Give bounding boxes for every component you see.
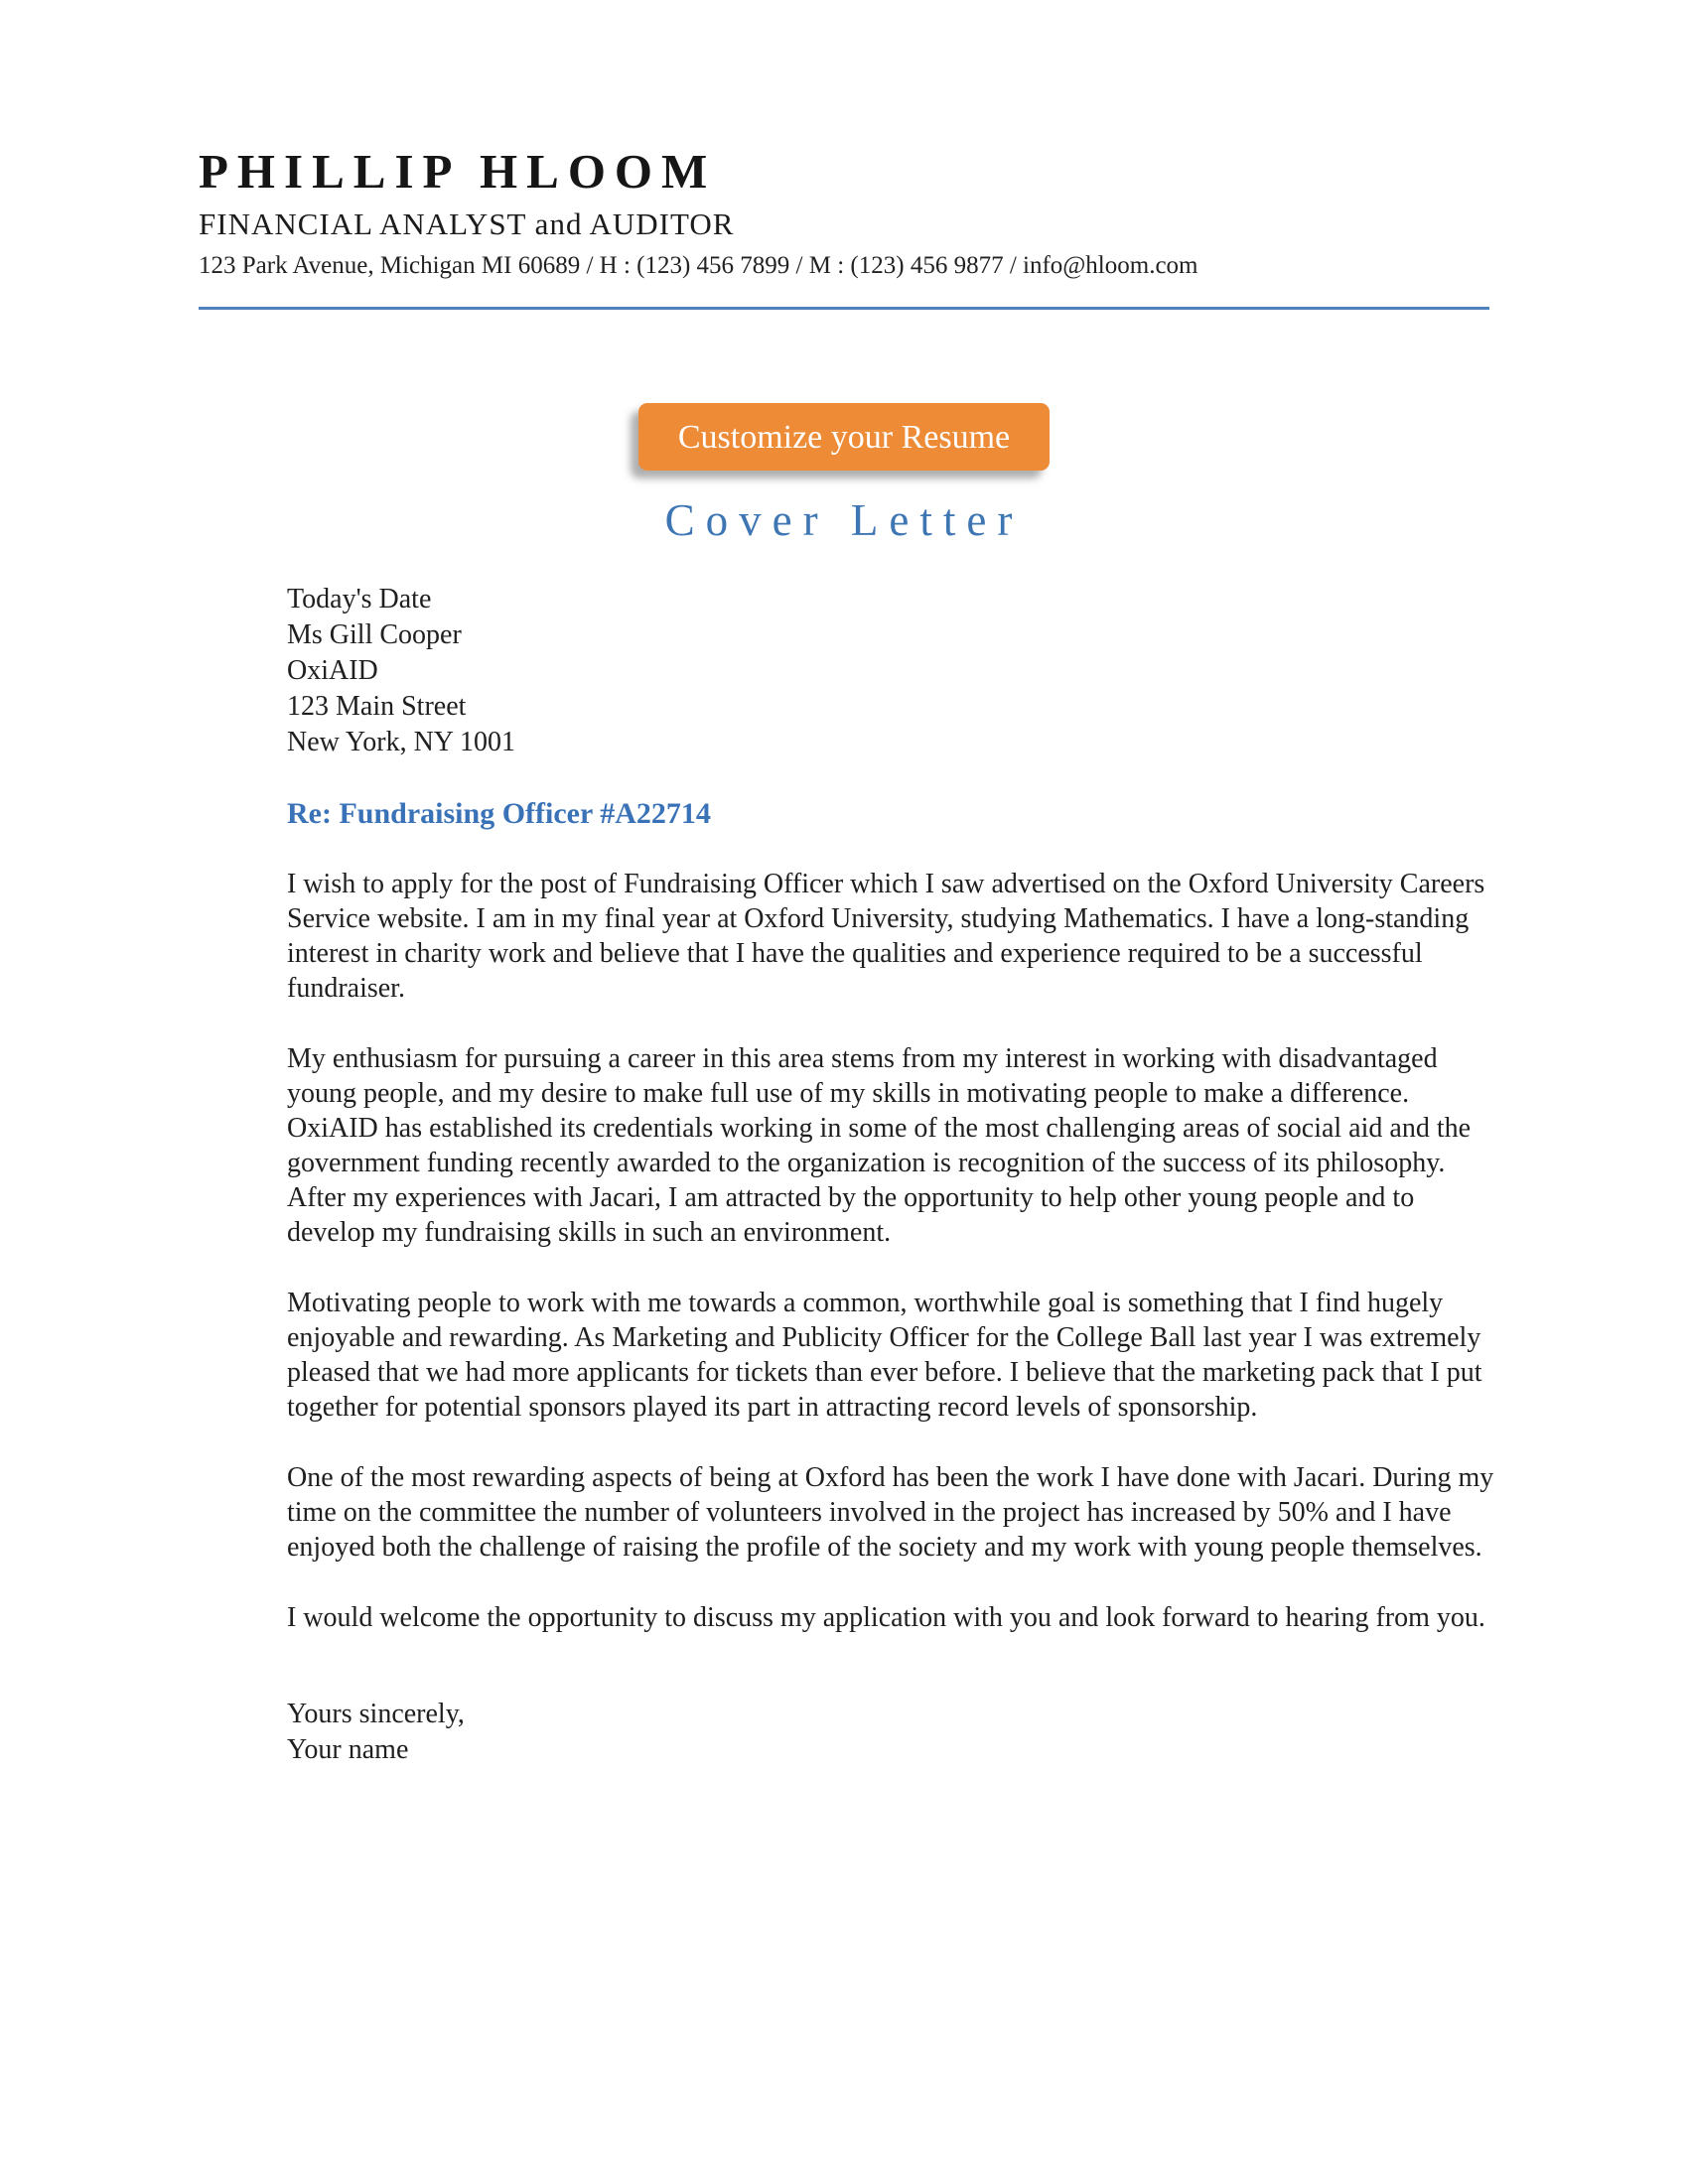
letter-body <box>287 582 1494 1768</box>
paragraph-4: One of the most rewarding aspects of being at Oxford has been the work I have done with Jacari. During my time on the committee the number of volunteers involved in the project has increased by 50% and I have enjoyed both the challenge of raising the profile of the society and my work with young people themselves. <box>287 1462 1494 1563</box>
closing-signature: Your name <box>287 1734 409 1765</box>
candidate-role: FINANCIAL ANALYST and AUDITOR <box>199 205 735 241</box>
paragraph-1: I wish to apply for the post of Fundraising Officer which I saw advertised on the Oxford University Careers Service website. I am in my final year at Oxford University, studying Mathematics. I have a long-standing interest in charity work and believe that I have the qualities and experience required to be a successful fundraiser. <box>287 869 1485 1004</box>
closing-salutation: Yours sincerely, <box>287 1699 465 1729</box>
customize-resume-button[interactable]: Customize your Resume <box>638 403 1050 471</box>
header-divider <box>199 307 1489 310</box>
candidate-name: PHILLIP HLOOM <box>199 144 717 199</box>
recipient-line-city: New York, NY 1001 <box>287 727 515 757</box>
recipient-line-date: Today's Date <box>287 584 432 614</box>
closing-block <box>287 1697 1494 1768</box>
paragraph-5: I would welcome the opportunity to discuss my application with you and look forward to hearing from you. <box>287 1602 1485 1633</box>
cta-container <box>0 403 1688 471</box>
recipient-line-name: Ms Gill Cooper <box>287 619 462 650</box>
page-title: Cover Letter <box>664 495 1024 545</box>
recipient-block <box>287 582 1494 760</box>
recipient-line-organization: OxiAID <box>287 655 378 686</box>
contact-line: 123 Park Avenue, Michigan MI 60689 / H : (123) 456 7899 / M : (123) 456 9877 / info@hloom.com <box>199 251 1198 279</box>
paragraph-2: My enthusiasm for pursuing a career in this area stems from my interest in working with disadvantaged young people, and my desire to make full use of my skills in motivating people to make a difference. OxiAID has established its credentials working in some of the most challenging areas of social aid and the government funding recently awarded to the organization is recognition of the success of its philosophy. After my experiences with Jacari, I am attracted by the opportunity to help other young people and to develop my fundraising skills in such an environment. <box>287 1043 1472 1248</box>
subject-line: Re: Fundraising Officer #A22714 <box>287 797 711 830</box>
paragraph-3: Motivating people to work with me towards a common, worthwhile goal is something that I find hugely enjoyable and rewarding. As Marketing and Publicity Officer for the College Ball last year I was extremely pleased that we had more applicants for tickets than ever before. I believe that the marketing pack that I put together for potential sponsors played its part in attracting record levels of sponsorship. <box>287 1288 1482 1423</box>
recipient-line-street: 123 Main Street <box>287 691 467 722</box>
letterhead <box>199 145 1489 280</box>
